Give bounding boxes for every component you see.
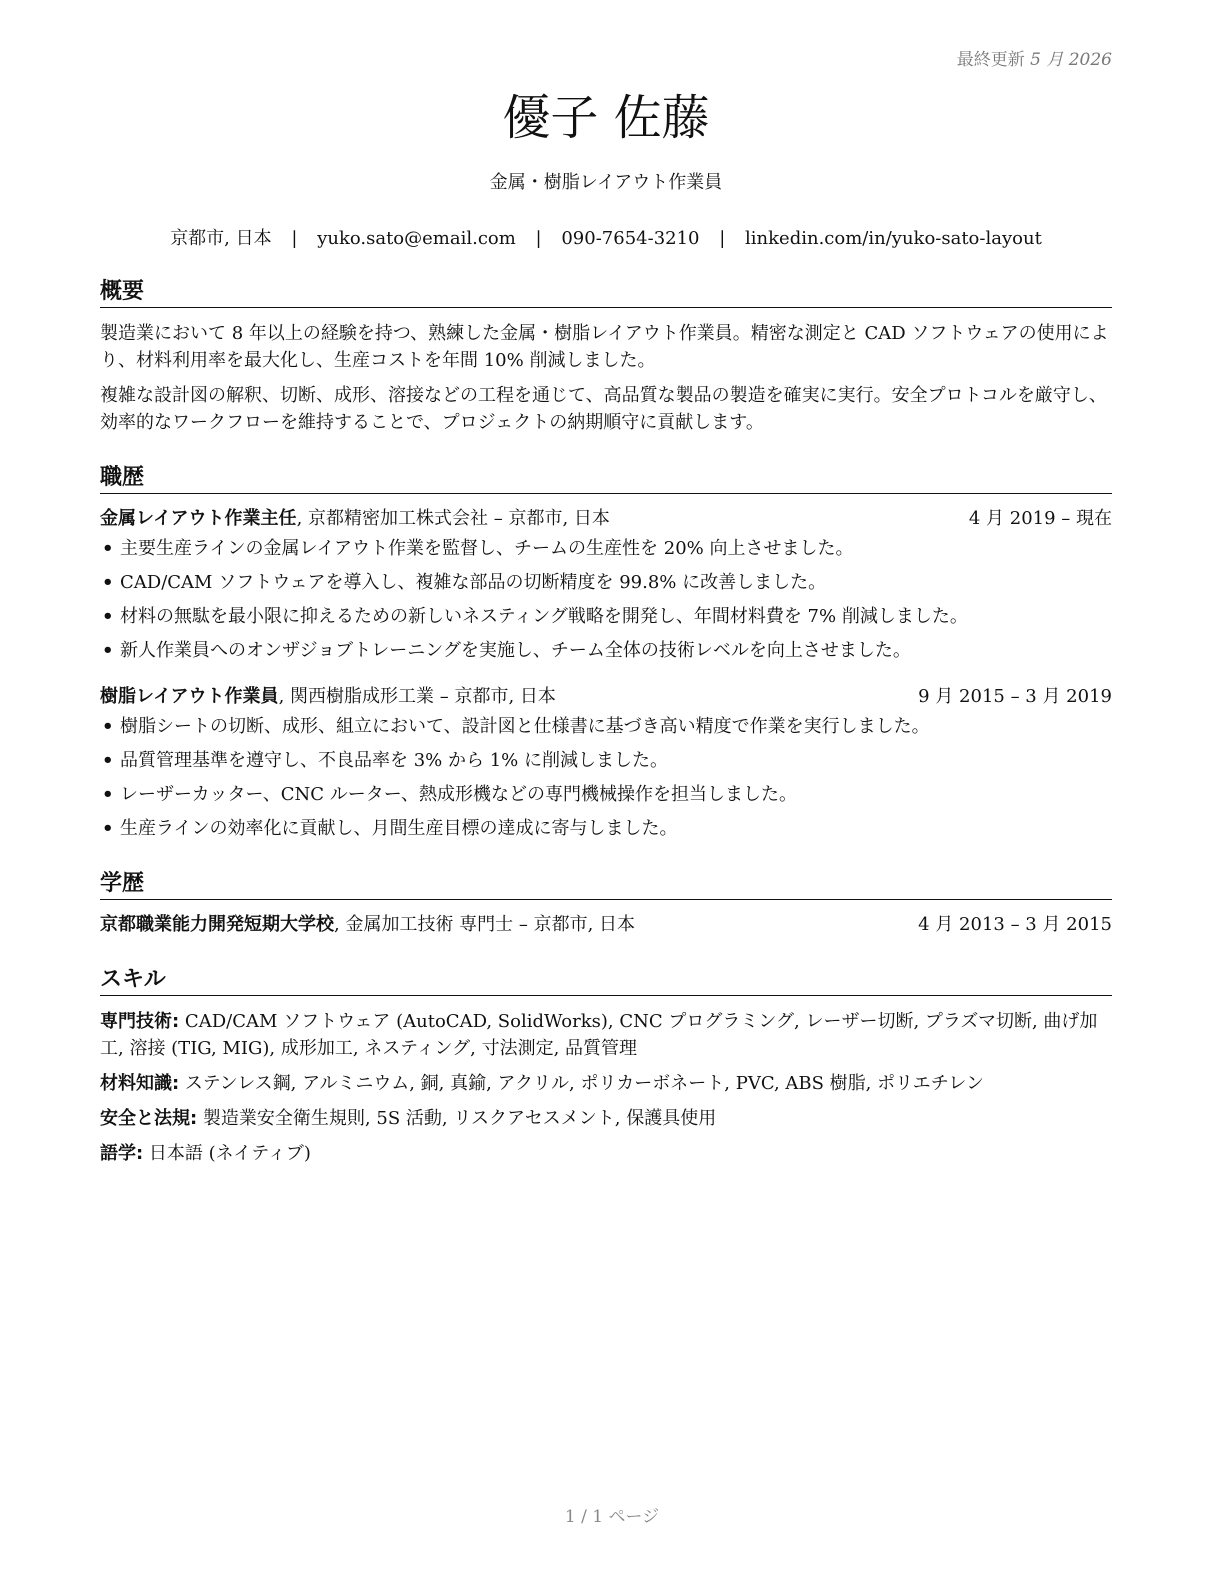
- summary-paragraph: 複雑な設計図の解釈、切断、成形、溶接などの工程を通じて、高品質な製品の製造を確実に実行。安全プロトコルを厳守し、効率的なワークフローを維持することで、プロジェクトの納期順守に貢献します。: [100, 385, 1107, 433]
- job-role: 金属レイアウト作業主任: [100, 508, 297, 529]
- job-role: 樹脂レイアウト作業員: [100, 686, 279, 707]
- job-org: , 京都精密加工株式会社 – 京都市, 日本: [296, 508, 610, 529]
- skill-value: 日本語 (ネイティブ): [143, 1143, 311, 1164]
- last-updated-label: 最終更新: [956, 50, 1025, 70]
- job-header: [100, 684, 1112, 710]
- job-bullets: [100, 714, 1112, 842]
- page-indicator: 1 / 1 ページ: [564, 1507, 660, 1527]
- skill-label: 安全と法規:: [100, 1108, 198, 1129]
- resume-page: [100, 40, 1112, 1167]
- skills-heading: スキル: [100, 962, 1112, 996]
- job-org: , 関西樹脂成形工業 – 京都市, 日本: [278, 686, 556, 707]
- education-heading: 学歴: [100, 866, 1112, 900]
- job-bullets: [100, 536, 1112, 664]
- skill-value: ステンレス鋼, アルミニウム, 銅, 真鍮, アクリル, ポリカーボネート, PVC, ABS 樹脂, ポリエチレン: [179, 1073, 984, 1094]
- summary-heading: 概要: [100, 274, 1112, 308]
- job-dates: 9 月 2015 – 3 月 2019: [918, 686, 1112, 707]
- contact-separator: |: [535, 228, 542, 249]
- contact-separator: |: [719, 228, 726, 249]
- education-detail: , 金属加工技術 専門士 – 京都市, 日本: [334, 914, 636, 935]
- job-bullet: • 主要生産ラインの金属レイアウト作業を監督し、チームの生産性を 20% 向上させました。: [100, 536, 1112, 562]
- skill-value: 製造業安全衛生規則, 5S 活動, リスクアセスメント, 保護具使用: [197, 1108, 717, 1129]
- contact-phone: 090-7654-3210: [561, 228, 700, 249]
- job-bullet: • 生産ラインの効率化に貢献し、月間生産目標の達成に寄与しました。: [100, 816, 1112, 842]
- skill-row: [100, 1105, 1112, 1132]
- contact-line: [100, 224, 1112, 250]
- skill-row: [100, 1140, 1112, 1167]
- contact-separator: |: [291, 228, 298, 249]
- candidate-name: 優子 佐藤: [502, 90, 710, 146]
- education-school: 京都職業能力開発短期大学校: [100, 914, 334, 935]
- contact-email[interactable]: yuko.sato@email.com: [317, 228, 516, 249]
- skill-label: 語学:: [100, 1143, 144, 1164]
- summary-paragraph: 製造業において 8 年以上の経験を持つ、熟練した金属・樹脂レイアウト作業員。精密な測定と CAD ソフトウェアの使用により、材料利用率を最大化し、生産コストを年間 10% 削減しました。: [100, 323, 1109, 371]
- skill-label: 材料知識:: [100, 1073, 180, 1094]
- job-bullet: • 材料の無駄を最小限に抑えるための新しいネスティング戦略を開発し、年間材料費を 7% 削減しました。: [100, 604, 1112, 630]
- job-bullet: • CAD/CAM ソフトウェアを導入し、複雑な部品の切断精度を 99.8% に改善しました。: [100, 570, 1112, 596]
- skill-value: CAD/CAM ソフトウェア (AutoCAD, SolidWorks), CNC プログラミング, レーザー切断, プラズマ切断, 曲げ加工, 溶接 (TIG, MIG), 成形加工, ネスティング, 寸法測定, 品質管理: [100, 1011, 1098, 1059]
- job-title: 金属・樹脂レイアウト作業員: [489, 172, 723, 193]
- job-bullet: • 品質管理基準を遵守し、不良品率を 3% から 1% に削減しました。: [100, 748, 1112, 774]
- contact-linkedin[interactable]: linkedin.com/in/yuko-sato-layout: [745, 228, 1042, 249]
- skills-list: [100, 1008, 1112, 1167]
- contact-location: 京都市, 日本: [170, 228, 272, 249]
- skill-row: [100, 1008, 1112, 1062]
- last-updated-date: 5 月 2026: [1030, 50, 1112, 70]
- job-bullet: • 新人作業員へのオンザジョブトレーニングを実施し、チーム全体の技術レベルを向上させました。: [100, 638, 1112, 664]
- job-dates: 4 月 2019 – 現在: [968, 508, 1112, 529]
- skill-label: 専門技術:: [100, 1011, 180, 1032]
- job-bullet: • レーザーカッター、CNC ルーター、熱成形機などの専門機械操作を担当しました。: [100, 782, 1112, 808]
- education-dates: 4 月 2013 – 3 月 2015: [918, 914, 1112, 935]
- job-bullet: • 樹脂シートの切断、成形、組立において、設計図と仕様書に基づき高い精度で作業を実行しました。: [100, 714, 1112, 740]
- job-entry: [100, 684, 1112, 842]
- education-entry: [100, 912, 1112, 938]
- skill-row: [100, 1070, 1112, 1097]
- job-header: [100, 506, 1112, 532]
- experience-heading: 職歴: [100, 460, 1112, 494]
- job-entry: [100, 506, 1112, 664]
